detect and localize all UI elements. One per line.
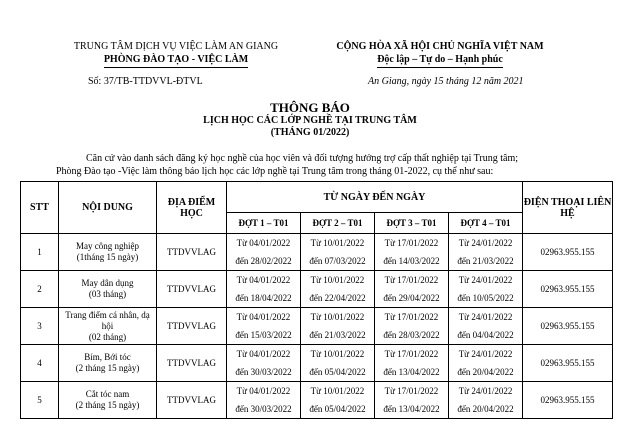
- round-start-date: Từ 04/01/2022: [227, 308, 301, 327]
- row-phone: 02963.955.155: [523, 382, 613, 419]
- course-duration: (1tháng 15 ngày): [76, 252, 139, 262]
- table-row: [21, 382, 613, 401]
- row-location: TTDVVLAG: [157, 345, 227, 382]
- row-content: [59, 382, 157, 419]
- title-block: [0, 100, 620, 139]
- round-end-date: đến 18/04/2022: [227, 289, 301, 308]
- course-name: Bím, Bới tóc: [84, 352, 131, 362]
- row-location: TTDVVLAG: [157, 382, 227, 419]
- round-end-date: đến 20/04/2022: [449, 363, 523, 382]
- round-end-date: đến 10/05/2022: [449, 289, 523, 308]
- round-start-date: Từ 24/01/2022: [449, 382, 523, 401]
- row-phone: 02963.955.155: [523, 345, 613, 382]
- round-start-date: Từ 17/01/2022: [375, 308, 449, 327]
- row-stt: 2: [21, 271, 59, 308]
- round-end-date: đến 13/04/2022: [375, 400, 449, 419]
- round-end-date: đến 05/04/2022: [301, 400, 375, 419]
- header-content: NỘI DUNG: [59, 182, 157, 234]
- national-motto: Độc lập – Tự do – Hạnh phúc: [377, 53, 503, 68]
- round-start-date: Từ 04/01/2022: [227, 382, 301, 401]
- round-start-date: Từ 10/01/2022: [301, 382, 375, 401]
- course-duration: (2 tháng 15 ngày): [75, 363, 140, 373]
- header-location: ĐỊA ĐIỂM HỌC: [157, 182, 227, 234]
- left-header: [60, 40, 292, 68]
- row-location: TTDVVLAG: [157, 308, 227, 345]
- round-end-date: đến 28/02/2022: [227, 252, 301, 271]
- intro-line-2: Phòng Đào tạo -Việc làm thông báo lịch học các lớp nghề tại Trung tâm trong tháng 01-2022, cụ thể như sau:: [56, 166, 494, 177]
- round-end-date: đến 22/04/2022: [301, 289, 375, 308]
- course-name: Cắt tóc nam: [85, 389, 130, 399]
- document-date: An Giang, ngày 15 tháng 12 năm 2021: [368, 76, 524, 87]
- round-end-date: đến 05/04/2022: [301, 363, 375, 382]
- department-name: PHÒNG ĐÀO TẠO - VIỆC LÀM: [104, 53, 248, 68]
- round-start-date: Từ 24/01/2022: [449, 308, 523, 327]
- course-duration: (03 tháng): [88, 289, 127, 299]
- right-header: [290, 40, 590, 68]
- course-duration: (2 tháng 15 ngày): [75, 400, 140, 410]
- round-end-date: đến 30/03/2022: [227, 363, 301, 382]
- round-start-date: Từ 04/01/2022: [227, 234, 301, 253]
- row-phone: 02963.955.155: [523, 271, 613, 308]
- round-start-date: Từ 10/01/2022: [301, 271, 375, 290]
- row-stt: 3: [21, 308, 59, 345]
- round-end-date: đến 20/04/2022: [449, 400, 523, 419]
- table-row: [21, 234, 613, 253]
- course-name: Trang điểm cá nhân, dạ hội: [65, 309, 150, 331]
- table-row: [21, 308, 613, 327]
- round-end-date: đến 21/03/2022: [301, 326, 375, 345]
- row-content: [59, 308, 157, 345]
- document-subtitle: LỊCH HỌC CÁC LỚP NGHỀ TẠI TRUNG TÂM: [203, 115, 417, 126]
- round-start-date: Từ 17/01/2022: [375, 345, 449, 364]
- round-start-date: Từ 04/01/2022: [227, 345, 301, 364]
- course-name: May dân dụng: [81, 278, 134, 288]
- round-end-date: đến 13/04/2022: [375, 363, 449, 382]
- header-round-1: ĐỢT 1 – T01: [227, 213, 301, 234]
- course-duration: (02 tháng): [88, 331, 127, 342]
- round-end-date: đến 14/03/2022: [375, 252, 449, 271]
- row-stt: 1: [21, 234, 59, 271]
- header-round-4: ĐỢT 4 – T01: [449, 213, 523, 234]
- header-phone: ĐIỆN THOẠI LIÊN HỆ: [523, 182, 613, 234]
- row-content: [59, 271, 157, 308]
- document-number: Số: 37/TB-TTDVVL-ĐTVL: [88, 76, 203, 87]
- row-location: TTDVVLAG: [157, 271, 227, 308]
- row-stt: 5: [21, 382, 59, 419]
- round-start-date: Từ 24/01/2022: [449, 271, 523, 290]
- round-start-date: Từ 17/01/2022: [375, 382, 449, 401]
- round-start-date: Từ 04/01/2022: [227, 271, 301, 290]
- row-location: TTDVVLAG: [157, 234, 227, 271]
- round-start-date: Từ 17/01/2022: [375, 234, 449, 253]
- header-date-range: TỪ NGÀY ĐẾN NGÀY: [227, 182, 523, 213]
- row-content: [59, 234, 157, 271]
- round-start-date: Từ 10/01/2022: [301, 345, 375, 364]
- round-end-date: đến 07/03/2022: [301, 252, 375, 271]
- intro-text: [56, 152, 586, 178]
- round-start-date: Từ 10/01/2022: [301, 234, 375, 253]
- round-start-date: Từ 24/01/2022: [449, 234, 523, 253]
- round-end-date: đến 04/04/2022: [449, 326, 523, 345]
- row-phone: 02963.955.155: [523, 308, 613, 345]
- round-end-date: đến 15/03/2022: [227, 326, 301, 345]
- round-end-date: đến 28/03/2022: [375, 326, 449, 345]
- round-start-date: Từ 10/01/2022: [301, 308, 375, 327]
- nation-name: CỘNG HÒA XÃ HỘI CHỦ NGHĨA VIỆT NAM: [336, 41, 544, 52]
- row-stt: 4: [21, 345, 59, 382]
- round-end-date: đến 29/04/2022: [375, 289, 449, 308]
- document-title: THÔNG BÁO: [270, 100, 350, 115]
- row-content: [59, 345, 157, 382]
- round-end-date: đến 30/03/2022: [227, 400, 301, 419]
- header-round-3: ĐỢT 3 – T01: [375, 213, 449, 234]
- org-name: TRUNG TÂM DỊCH VỤ VIỆC LÀM AN GIANG: [73, 41, 279, 52]
- round-start-date: Từ 17/01/2022: [375, 271, 449, 290]
- schedule-table: [20, 181, 613, 419]
- header-stt: STT: [21, 182, 59, 234]
- round-start-date: Từ 24/01/2022: [449, 345, 523, 364]
- course-name: May công nghiệp: [76, 241, 139, 251]
- round-end-date: đến 21/03/2022: [449, 252, 523, 271]
- header-round-2: ĐỢT 2 – T01: [301, 213, 375, 234]
- intro-line-1: Căn cứ vào danh sách đăng ký học nghề của học viên và đối tượng hưởng trợ cấp thất nghiệp tại Trung tâm;: [86, 153, 519, 164]
- table-row: [21, 271, 613, 290]
- document-month: (THÁNG 01/2022): [270, 127, 350, 138]
- table-row: [21, 345, 613, 364]
- row-phone: 02963.955.155: [523, 234, 613, 271]
